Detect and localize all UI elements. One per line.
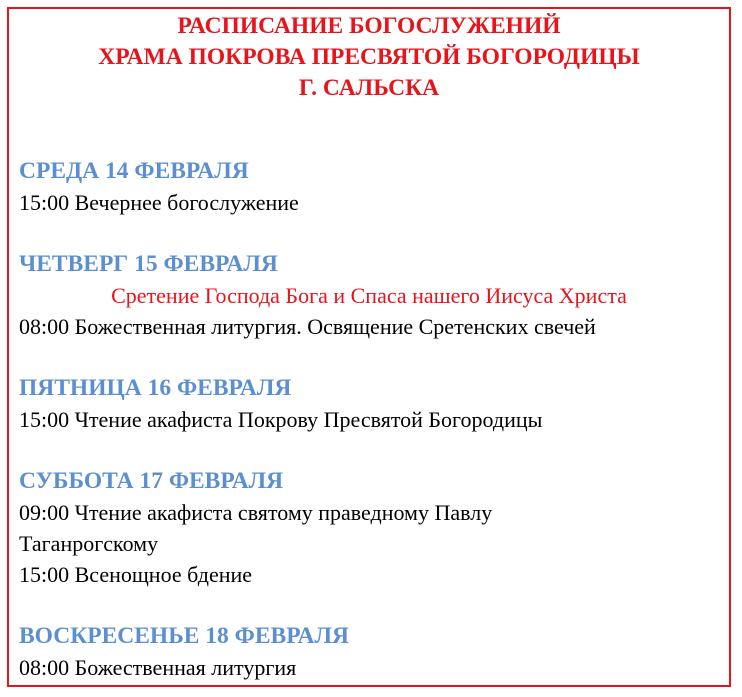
day-heading: ЧЕТВЕРГ 15 ФЕВРАЛЯ (19, 251, 278, 277)
service-line: 09:00 Чтение акафиста святому праведному Павлу (19, 500, 493, 525)
schedule-title (9, 11, 729, 104)
day-heading: СУББОТА 17 ФЕВРАЛЯ (19, 468, 284, 494)
service-line: 15:00 Чтение акафиста Покрову Пресвятой Богородицы (19, 407, 543, 432)
title-line-3: Г. САЛЬСКА (298, 75, 440, 101)
schedule-content (9, 156, 729, 683)
day-heading: ПЯТНИЦА 16 ФЕВРАЛЯ (19, 375, 292, 401)
service-line: 08:00 Божественная литургия. Освящение Сретенских свечей (19, 314, 596, 339)
service-line: 08:00 Божественная литургия (19, 655, 297, 680)
service-line: 15:00 Вечернее богослужение (19, 190, 299, 215)
schedule-frame (7, 7, 731, 687)
service-line: 15:00 Всенощное бдение (19, 562, 253, 587)
title-line-2: ХРАМА ПОКРОВА ПРЕСВЯТОЙ БОГОРОДИЦЫ (98, 44, 640, 70)
feast-name: Сретение Господа Бога и Спаса нашего Иисуса Христа (111, 283, 627, 308)
day-heading: СРЕДА 14 ФЕВРАЛЯ (19, 158, 249, 184)
day-block-saturday (19, 466, 729, 590)
day-block-friday (19, 373, 729, 435)
day-block-sunday (19, 621, 729, 683)
day-block-wednesday (19, 156, 729, 218)
day-heading: ВОСКРЕСЕНЬЕ 18 ФЕВРАЛЯ (19, 623, 349, 649)
title-line-1: РАСПИСАНИЕ БОГОСЛУЖЕНИЙ (177, 13, 561, 39)
day-block-thursday (19, 249, 729, 342)
service-line-continued: Таганрогскому (19, 531, 159, 556)
